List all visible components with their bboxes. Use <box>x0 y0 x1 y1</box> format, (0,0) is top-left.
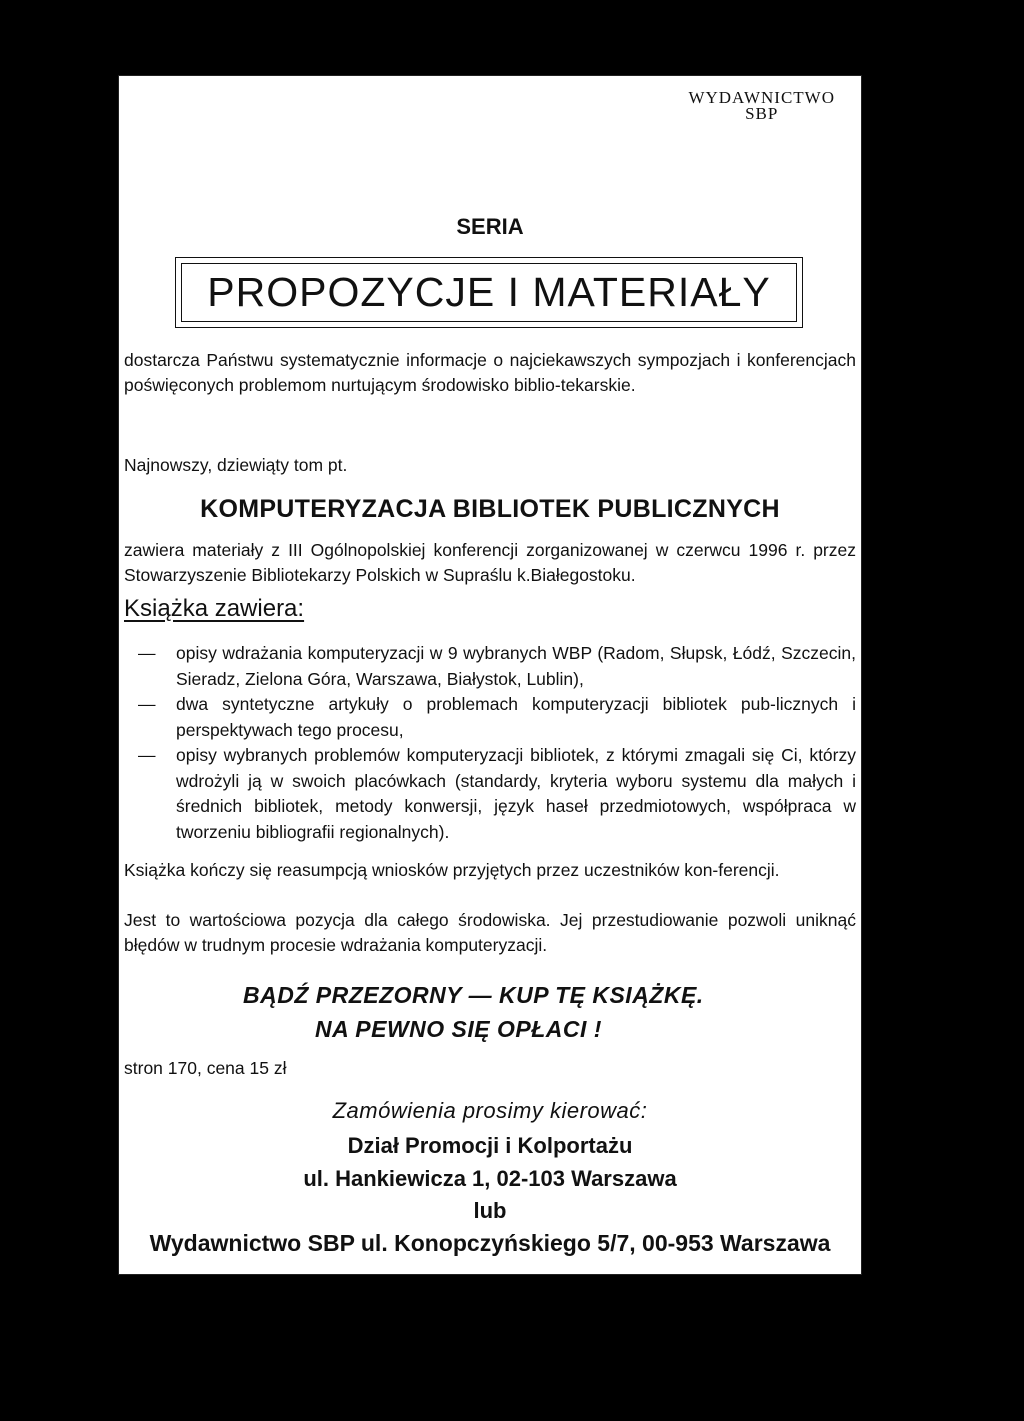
intro-paragraph: dostarcza Państwu systematycznie informacje o najciekawszych sympozjach i konferencjach poświęconych problemom nurtującym środowisko biblio-tekarskie. <box>124 350 856 395</box>
slogan-line-2: NA PEWNO SIĘ OPŁACI ! <box>315 1016 602 1042</box>
book-title: KOMPUTERYZACJA BIBLIOTEK PUBLICZNYCH <box>200 495 780 523</box>
closing-paragraph-2: Jest to wartościowa pozycja dla całego środowiska. Jej przestudiowanie pozwoli uniknąć błędów w trudnym procesie wdrażania komputeryzacji. <box>124 910 856 955</box>
series-label: SERIA <box>456 214 524 239</box>
publisher-line-2: SBP <box>745 104 779 123</box>
list-item-text: dwa syntetyczne artykuły o problemach komputeryzacji bibliotek pub-licznych i perspektywach tego procesu, <box>176 694 856 740</box>
dash-marker: — <box>138 745 156 765</box>
series-title: PROPOZYCJE I MATERIAŁY <box>181 263 797 322</box>
dash-marker: — <box>138 694 156 714</box>
contents-heading: Książka zawiera: <box>124 595 305 622</box>
contents-list <box>124 641 856 845</box>
closing-paragraph-1: Książka kończy się reasumpcją wniosków przyjętych przez uczestników kon-ferencji. <box>124 860 780 880</box>
slogan-line-1: BĄDŹ PRZEZORNY — KUP TĘ KSIĄŻKĘ. <box>243 982 704 1008</box>
series-title-box <box>175 257 803 328</box>
publisher-logo <box>688 90 835 122</box>
order-department: Dział Promocji i Kolportażu <box>347 1133 633 1158</box>
flyer-page <box>118 75 862 1275</box>
latest-volume-line: Najnowszy, dziewiąty tom pt. <box>124 455 348 475</box>
list-item <box>124 692 856 743</box>
publisher-line-1: WYDAWNICTWO <box>688 88 835 107</box>
order-address-1: ul. Hankiewicza 1, 02-103 Warszawa <box>303 1166 677 1191</box>
list-item <box>124 743 856 845</box>
list-item <box>124 641 856 692</box>
dash-marker: — <box>138 643 156 663</box>
contains-paragraph: zawiera materiały z III Ogólnopolskiej konferencji zorganizowanej w czerwcu 1996 r. przez Stowarzyszenie Bibliotekarzy Polskich w Supraślu k.Białegostoku. <box>124 540 856 585</box>
order-address-2: Wydawnictwo SBP ul. Konopczyńskiego 5/7, 00-953 Warszawa <box>149 1230 831 1256</box>
order-heading: Zamówienia prosimy kierować: <box>332 1098 648 1123</box>
order-or: lub <box>473 1198 507 1223</box>
pages-price: stron 170, cena 15 zł <box>124 1058 287 1078</box>
list-item-text: opisy wybranych problemów komputeryzacji bibliotek, z którymi zmagali się Ci, którzy wdrożyli ją w swoich placówkach (standardy, kryteria wyboru systemu dla małych i średnich bibliotek, metody konwersji, język haseł przedmiotowych, współpraca w tworzeniu bibliografii regionalnych). <box>176 745 856 842</box>
list-item-text: opisy wdrażania komputeryzacji w 9 wybranych WBP (Radom, Słupsk, Łódź, Szczecin, Sieradz, Zielona Góra, Warszawa, Białystok, Lublin), <box>176 643 856 689</box>
